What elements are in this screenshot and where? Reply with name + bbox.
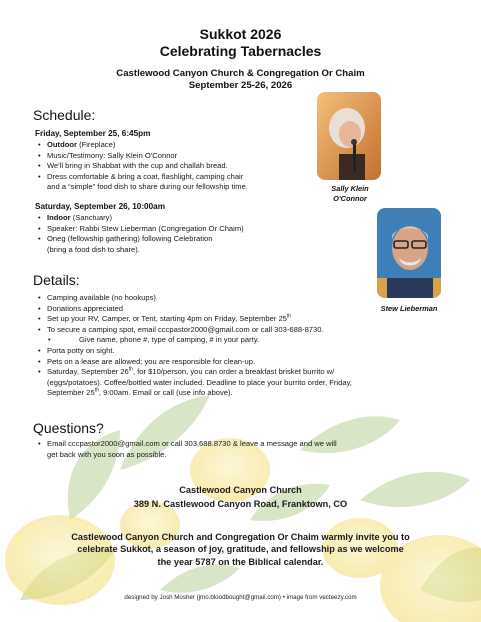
design-credit: designed by Josh Mosher (jmo.bloodbought@gmail.com) • image from vecteezy.com bbox=[124, 594, 357, 601]
list-item: • Donations appreciated bbox=[35, 304, 352, 315]
invitation-line1: Castlewood Canyon Church and Congregation Or Chaim warmly invite you to bbox=[71, 532, 410, 542]
invitation-line3: the year 5787 on the Biblical calendar. bbox=[157, 556, 324, 567]
sub-list-item bbox=[35, 335, 352, 346]
sally-photo bbox=[317, 92, 381, 180]
list-item: • Indoor (Sanctuary) bbox=[35, 213, 244, 224]
list-item-continuation: and a “simple” food dish to share during our fellowship time. bbox=[47, 182, 248, 192]
page-title-line2: Celebrating Tabernacles bbox=[159, 43, 322, 59]
saturday-list bbox=[35, 213, 244, 255]
speaker-image bbox=[377, 208, 441, 298]
invitation-line2: celebrate Sukkot, a season of joy, gratitude, and fellowship as we welcome bbox=[77, 544, 404, 555]
saturday-label: Saturday, September 26, 10:00am bbox=[35, 202, 165, 211]
list-item: • Camping available (no hookups) bbox=[35, 293, 352, 304]
singer-image bbox=[317, 92, 381, 180]
list-item: • Give name, phone #, type of camping, # in your party. bbox=[35, 335, 352, 346]
sally-caption-line2: O'Connor bbox=[333, 194, 367, 203]
list-item: • Speaker: Rabbi Stew Lieberman (Congregation Or Chaim) bbox=[35, 224, 244, 235]
list-item-continuation: September 25th, 9:00am. Email or call (use info above). bbox=[47, 387, 233, 398]
list-item: • Email cccpastor2000@gmail.com or call 303.688.8730 & leave a message and we will bbox=[35, 439, 337, 450]
church-address: 389 N. Castlewood Canyon Road, Franktown, CO bbox=[133, 499, 348, 509]
list-item: • Saturday, September 26th, for $10/person, you can order a breakfast brisket burrito w/ bbox=[35, 367, 352, 378]
details-heading: Details: bbox=[33, 272, 80, 288]
questions-heading: Questions? bbox=[33, 420, 104, 436]
list-item: • Set up your RV, Camper, or Tent, starting 4pm on Friday, September 25th bbox=[35, 314, 352, 325]
questions-list bbox=[35, 439, 337, 460]
sally-caption-line1: Sally Klein bbox=[331, 184, 369, 193]
list-item: • Porta potty on sight. bbox=[35, 346, 352, 357]
invitation-text bbox=[30, 531, 451, 568]
event-dates: September 25-26, 2026 bbox=[188, 80, 293, 91]
stew-caption: Stew Lieberman bbox=[380, 304, 438, 313]
event-hosts: Castlewood Canyon Church & Congregation Or Chaim bbox=[116, 68, 365, 79]
list-item-continuation: get back with you soon as possible. bbox=[47, 449, 167, 459]
friday-list bbox=[35, 140, 248, 193]
list-item: • Dress comfortable & bring a coat, flashlight, camping chair bbox=[35, 172, 248, 183]
list-item: • Pets on a lease are allowed; you are responsible for clean-up. bbox=[35, 357, 352, 368]
friday-label: Friday, September 25, 6:45pm bbox=[35, 129, 151, 138]
details-list bbox=[35, 293, 352, 399]
list-item: • Music/Testimony: Sally Klein O'Connor bbox=[35, 151, 248, 162]
list-item: • Outdoor (Fireplace) bbox=[35, 140, 248, 151]
schedule-heading: Schedule: bbox=[33, 107, 96, 123]
list-item: • We'll bring in Shabbat with the cup and challah bread. bbox=[35, 161, 248, 172]
church-name: Castlewood Canyon Church bbox=[179, 485, 302, 495]
list-item: • Oneg (fellowship gathering) following Celebration bbox=[35, 234, 244, 245]
list-item: • To secure a camping spot, email cccpastor2000@gmail.com or call 303-688-8730. bbox=[35, 325, 352, 336]
list-item-continuation: (eggs/potatoes). Coffee/bottled water included. Deadline to place your burrito order, Friday, bbox=[47, 377, 352, 387]
stew-photo bbox=[377, 208, 441, 298]
list-item-continuation: (bring a food dish to share). bbox=[47, 244, 140, 254]
page-title-line1: Sukkot 2026 bbox=[199, 26, 282, 42]
